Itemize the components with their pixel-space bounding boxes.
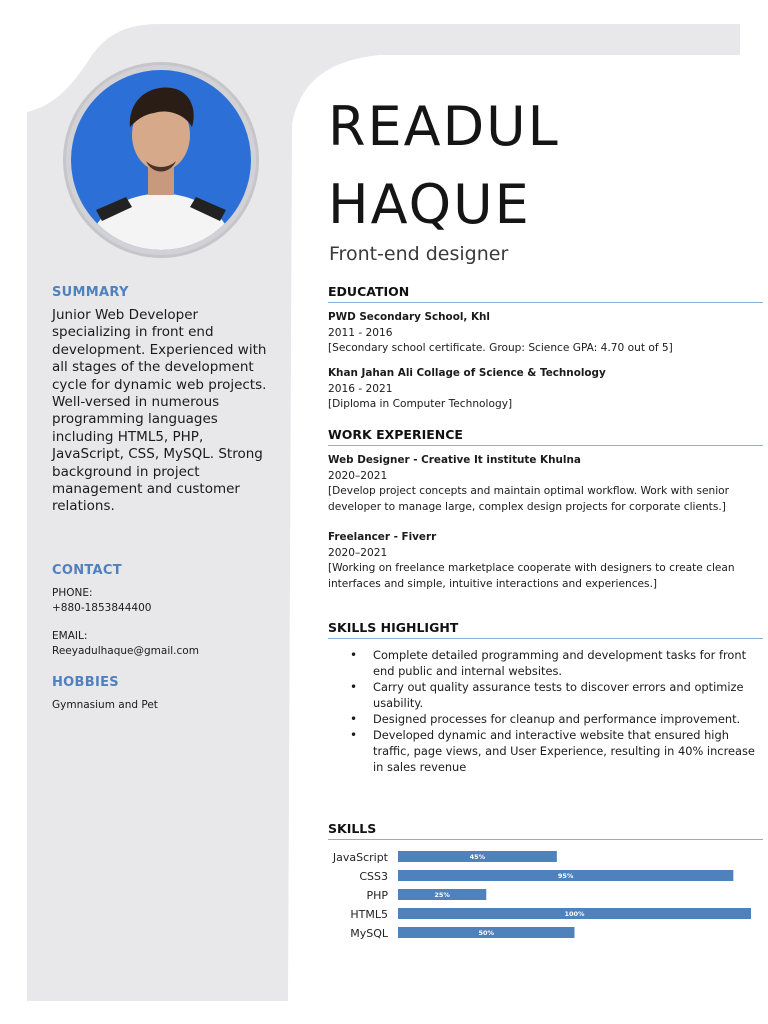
entry-title: Khan Jahan Ali Collage of Science & Technology — [328, 367, 606, 379]
list-item: • Developed dynamic and interactive website that ensured high traffic, page views, and User Experience, resulting in 40% increase in sales revenue — [350, 727, 762, 775]
skill-label: MySQL — [350, 927, 388, 940]
entry-dates: 2020–2021 — [328, 469, 388, 482]
entry-title: Freelancer - Fiverr — [328, 531, 437, 543]
avatar-illustration — [66, 65, 256, 255]
first-name: READUL — [328, 95, 560, 158]
last-name: HAQUE — [328, 173, 531, 236]
entry-detail: [Working on freelance marketplace cooperate with designers to create clean interfaces and simple, intuitive interactions and experiences.] — [328, 562, 735, 590]
experience-entry — [328, 453, 763, 515]
phone-value: +880-1853844400 — [52, 602, 152, 614]
email-label: EMAIL: — [52, 630, 88, 642]
experience-heading: WORK EXPERIENCE — [328, 427, 763, 446]
education-heading: EDUCATION — [328, 284, 763, 303]
list-item: • Carry out quality assurance tests to discover errors and optimize usability. — [350, 679, 762, 711]
highlights-list — [350, 647, 762, 775]
email-value: Reeyadulhaque@gmail.com — [52, 645, 199, 657]
skills-chart — [320, 846, 760, 946]
list-item: • Complete detailed programming and development tasks for front end public and internal websites. — [350, 647, 762, 679]
entry-dates: 2016 - 2021 — [328, 382, 393, 395]
profile-photo — [63, 62, 259, 258]
entry-detail: [Diploma in Computer Technology] — [328, 398, 513, 410]
skill-value-label: 45% — [469, 853, 486, 861]
skill-value-label: 100% — [564, 910, 585, 918]
experience-entry — [328, 530, 763, 592]
summary-text: Junior Web Developer specializing in front end development. Experienced with all stages of the development cycle for dynamic web projects. Well-versed in numerous programming languages including HTML5, PHP, JavaScript, CSS, MySQL. Strong background in project management and customer relations. — [52, 307, 267, 515]
skills-highlight-heading: SKILLS HIGHLIGHT — [328, 620, 763, 639]
entry-detail: [Secondary school certificate. Group: Science GPA: 4.70 out of 5] — [328, 342, 673, 354]
hobbies-heading: HOBBIES — [52, 675, 119, 690]
skill-value-label: 95% — [557, 872, 574, 880]
contact-heading: CONTACT — [52, 563, 122, 578]
list-item: • Designed processes for cleanup and performance improvement. — [350, 711, 762, 727]
hobbies-value: Gymnasium and Pet — [52, 699, 158, 711]
education-entry — [328, 310, 763, 357]
summary-heading: SUMMARY — [52, 285, 129, 300]
phone-label: PHONE: — [52, 587, 93, 599]
skill-value-label: 25% — [434, 891, 450, 899]
entry-detail: [Develop project concepts and maintain optimal workflow. Work with senior developer to manage large, complex design projects for corporate clients.] — [328, 485, 730, 513]
education-entry — [328, 366, 763, 413]
skill-label: HTML5 — [350, 908, 388, 921]
skill-label: JavaScript — [332, 851, 388, 864]
entry-title: PWD Secondary School, Khl — [328, 311, 490, 323]
entry-title: Web Designer - Creative It institute Khulna — [328, 454, 581, 466]
entry-dates: 2011 - 2016 — [328, 326, 393, 339]
skills-heading: SKILLS — [328, 821, 763, 840]
skill-label: PHP — [366, 889, 388, 902]
entry-dates: 2020–2021 — [328, 546, 388, 559]
skill-label: CSS3 — [359, 870, 388, 883]
skill-value-label: 50% — [478, 929, 495, 937]
job-role: Front-end designer — [329, 243, 509, 265]
